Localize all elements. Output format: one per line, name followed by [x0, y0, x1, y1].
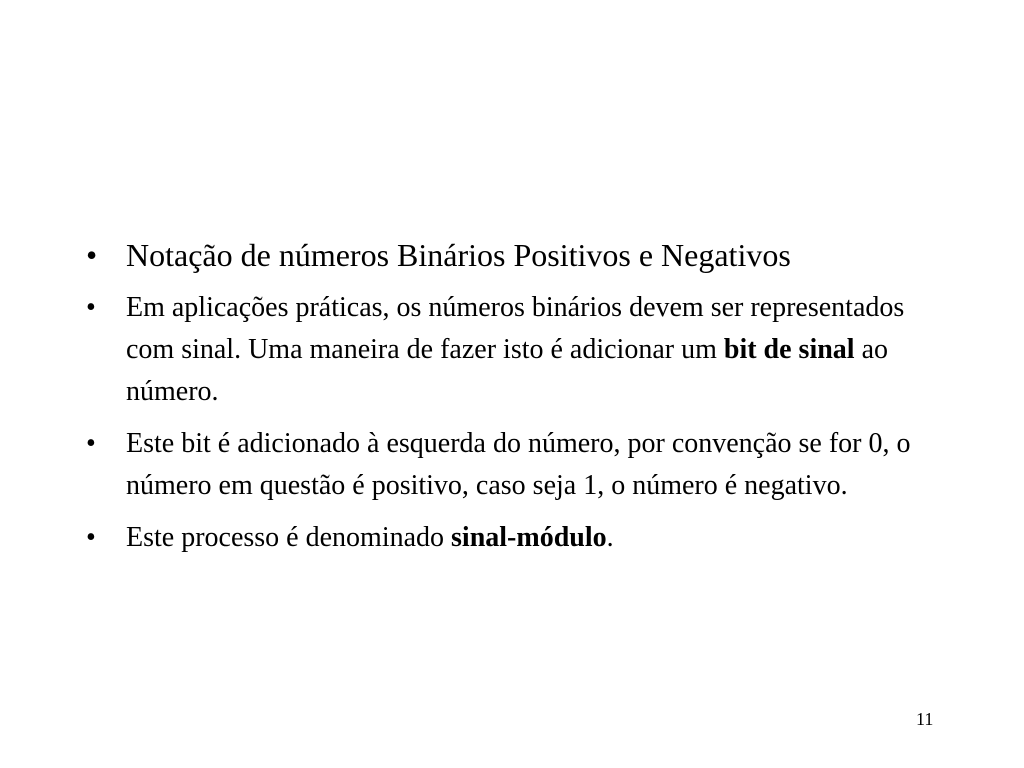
bullet-item-4: [86, 517, 946, 559]
page-number: 11: [916, 709, 934, 729]
bullet-text-2-bold: bit de sinal: [723, 334, 855, 365]
bullet-text-4-after: .: [606, 522, 614, 553]
bullet-item-1: [86, 233, 946, 277]
bullet-text-3: Este bit é adicionado à esquerda do número, por convenção se for 0, o número em questão é positivo, caso seja 1, o número é negativo.: [126, 428, 911, 501]
bullet-text-4-bold: sinal-módulo: [451, 522, 607, 553]
bullet-item-3: [86, 423, 946, 507]
bullet-icon: •: [86, 522, 96, 553]
bullet-text-4-before: Este processo é denominado: [126, 522, 452, 553]
bullet-list: [86, 233, 946, 569]
bullet-text-2-after: ao número.: [126, 334, 889, 407]
bullet-text-2-before: Em aplicações práticas, os números binários devem ser representados com sinal. Uma maneira de fazer isto é adicionar um: [126, 292, 905, 365]
bullet-text-1: Notação de números Binários Positivos e Negativos: [126, 237, 791, 273]
bullet-icon: •: [86, 428, 96, 459]
bullet-icon: •: [86, 237, 98, 273]
bullet-icon: •: [86, 292, 96, 323]
bullet-item-2: [86, 287, 946, 413]
